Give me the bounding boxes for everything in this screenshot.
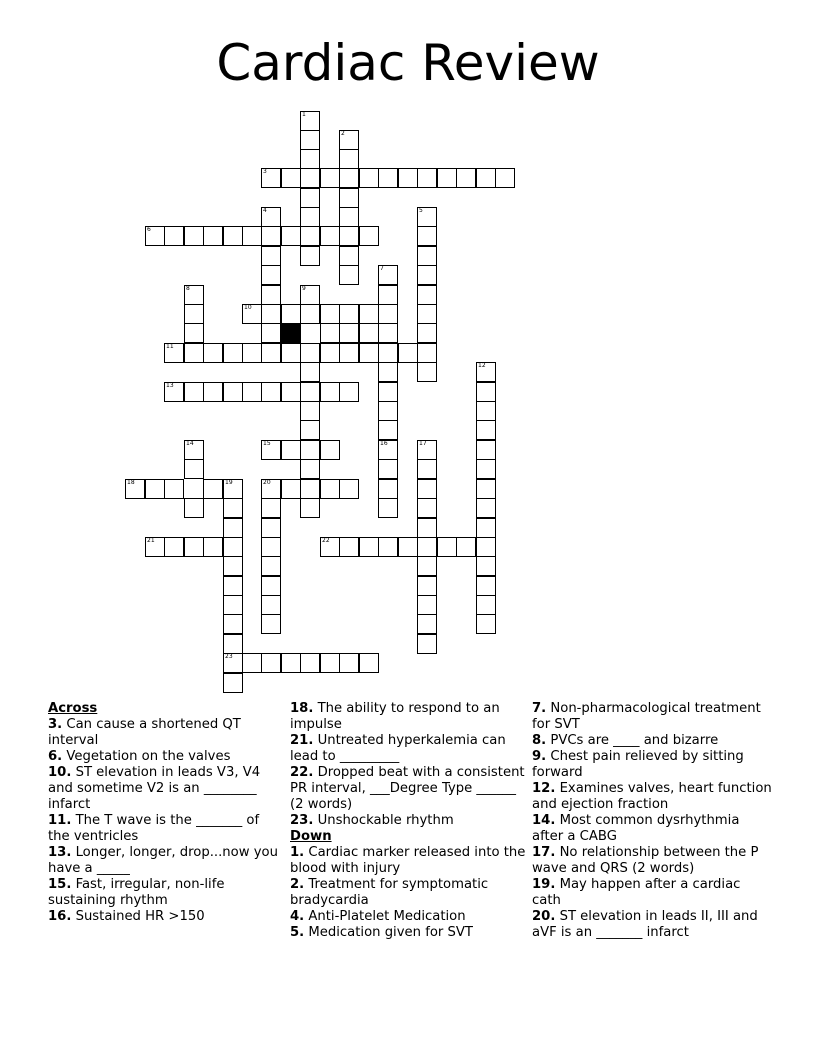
clues-column-2 (290, 701, 526, 941)
clue-number: 6 (147, 226, 151, 233)
grid-cell[interactable] (417, 226, 437, 246)
grid-cell[interactable] (378, 343, 398, 363)
grid-cell[interactable] (184, 459, 204, 479)
grid-cell[interactable] (417, 323, 437, 343)
across-heading: Across (48, 701, 98, 716)
clue-text: Longer, longer, drop...now you have a _____ (48, 845, 278, 876)
grid-cell[interactable] (339, 207, 359, 227)
grid-cell[interactable] (125, 479, 145, 499)
clue-text: ST elevation in leads V3, V4 and sometime V2 is an ________ infarct (48, 765, 261, 812)
grid-cell[interactable] (300, 226, 320, 246)
grid-cell[interactable] (320, 440, 340, 460)
grid-cell[interactable] (261, 595, 281, 615)
grid-cell[interactable] (300, 498, 320, 518)
grid-cell[interactable] (203, 343, 223, 363)
grid-cell[interactable] (300, 285, 320, 305)
grid-cell[interactable] (261, 343, 281, 363)
grid-cell[interactable] (339, 323, 359, 343)
grid-cell[interactable] (417, 498, 437, 518)
clue-number-label: 5. (290, 925, 305, 940)
grid-cell[interactable] (339, 479, 359, 499)
grid-cell[interactable] (300, 653, 320, 673)
grid-cell[interactable] (261, 382, 281, 402)
grid-cell[interactable] (261, 285, 281, 305)
clue-text: Treatment for symptomatic bradycardia (290, 877, 489, 908)
grid-cell[interactable] (223, 576, 243, 596)
grid-cell[interactable] (281, 653, 301, 673)
clue-number: 1 (302, 111, 306, 118)
clue-number: 2 (341, 130, 345, 137)
clue (290, 701, 526, 733)
grid-cell[interactable] (320, 323, 340, 343)
grid-cell[interactable] (223, 653, 243, 673)
clue-text: The T wave is the _______ of the ventricles (48, 813, 260, 844)
grid-cell[interactable] (378, 265, 398, 285)
shaded-cell (281, 323, 301, 343)
grid-cell[interactable] (223, 479, 243, 499)
clue (48, 877, 280, 909)
grid-cell[interactable] (339, 382, 359, 402)
grid-cell[interactable] (476, 518, 496, 538)
clue-number: 19 (225, 479, 233, 486)
grid-cell[interactable] (339, 265, 359, 285)
clue-number: 10 (244, 304, 252, 311)
clue-number: 14 (186, 440, 194, 447)
grid-cell[interactable] (261, 614, 281, 634)
grid-cell[interactable] (261, 537, 281, 557)
grid-cell[interactable] (378, 362, 398, 382)
grid-cell[interactable] (417, 285, 437, 305)
clue-number: 15 (263, 440, 271, 447)
clue (532, 845, 772, 877)
grid-cell[interactable] (223, 382, 243, 402)
grid-cell[interactable] (339, 304, 359, 324)
grid-cell[interactable] (320, 304, 340, 324)
across-clue-list-continued (290, 701, 526, 829)
grid-cell[interactable] (476, 614, 496, 634)
grid-cell[interactable] (378, 304, 398, 324)
clue-number-label: 21. (290, 733, 314, 748)
clue (48, 909, 280, 925)
grid-cell[interactable] (339, 343, 359, 363)
clue (290, 733, 526, 765)
clue (48, 813, 280, 845)
grid-cell[interactable] (261, 168, 281, 188)
grid-cell[interactable] (320, 343, 340, 363)
grid-cell[interactable] (378, 479, 398, 499)
grid-cell[interactable] (398, 343, 418, 363)
grid-cell[interactable] (242, 343, 262, 363)
grid-cell[interactable] (203, 537, 223, 557)
grid-cell[interactable] (417, 537, 437, 557)
clue-number-label: 9. (532, 749, 547, 764)
grid-cell[interactable] (300, 188, 320, 208)
grid-cell[interactable] (476, 576, 496, 596)
grid-cell[interactable] (261, 323, 281, 343)
grid-cell[interactable] (417, 440, 437, 460)
grid-cell[interactable] (378, 401, 398, 421)
grid-cell[interactable] (378, 498, 398, 518)
clue (532, 701, 772, 733)
grid-cell[interactable] (339, 168, 359, 188)
clues-column-1 (48, 701, 280, 925)
grid-cell[interactable] (359, 343, 379, 363)
grid-cell[interactable] (300, 130, 320, 150)
grid-cell[interactable] (476, 168, 496, 188)
grid-cell[interactable] (145, 537, 165, 557)
clue-number: 11 (166, 343, 174, 350)
clue-text: Unshockable rhythm (313, 813, 454, 828)
grid-cell[interactable] (300, 401, 320, 421)
grid-cell[interactable] (184, 498, 204, 518)
clue-number: 22 (322, 537, 330, 544)
grid-cell[interactable] (145, 226, 165, 246)
grid-cell[interactable] (339, 130, 359, 150)
grid-cell[interactable] (164, 226, 184, 246)
clue-number: 16 (380, 440, 388, 447)
grid-cell[interactable] (261, 479, 281, 499)
clue-number: 3 (263, 168, 267, 175)
grid-cell[interactable] (164, 537, 184, 557)
grid-cell[interactable] (223, 537, 243, 557)
across-clue-list (48, 717, 280, 925)
clue-number-label: 20. (532, 909, 556, 924)
grid-cell[interactable] (281, 343, 301, 363)
clue-number-label: 23. (290, 813, 314, 828)
clue (48, 845, 280, 877)
grid-cell[interactable] (184, 537, 204, 557)
clue-number-label: 15. (48, 877, 72, 892)
grid-cell[interactable] (320, 168, 340, 188)
grid-cell[interactable] (437, 168, 457, 188)
grid-cell[interactable] (476, 420, 496, 440)
clues-column-3 (532, 701, 772, 941)
grid-cell[interactable] (320, 653, 340, 673)
clue-number-label: 10. (48, 765, 72, 780)
grid-cell[interactable] (184, 285, 204, 305)
grid-cell[interactable] (456, 537, 476, 557)
clue-number: 9 (302, 285, 306, 292)
grid-cell[interactable] (164, 479, 184, 499)
grid-cell[interactable] (476, 479, 496, 499)
grid-cell[interactable] (456, 168, 476, 188)
grid-cell[interactable] (164, 343, 184, 363)
grid-cell[interactable] (417, 362, 437, 382)
grid-cell[interactable] (417, 595, 437, 615)
grid-cell[interactable] (320, 382, 340, 402)
grid-cell[interactable] (203, 382, 223, 402)
grid-cell[interactable] (184, 343, 204, 363)
grid-cell[interactable] (145, 479, 165, 499)
grid-cell[interactable] (281, 440, 301, 460)
grid-cell[interactable] (378, 420, 398, 440)
grid-cell[interactable] (281, 304, 301, 324)
grid-cell[interactable] (261, 304, 281, 324)
clue-number: 4 (263, 207, 267, 214)
grid-cell[interactable] (300, 343, 320, 363)
clue-text: Medication given for SVT (304, 925, 473, 940)
grid-cell[interactable] (417, 479, 437, 499)
clue (48, 749, 280, 765)
clue-text: Examines valves, heart function and ejection fraction (532, 781, 772, 812)
grid-cell[interactable] (261, 498, 281, 518)
clue-number: 21 (147, 537, 155, 544)
grid-cell[interactable] (261, 440, 281, 460)
clue-text: Chest pain relieved by sitting forward (532, 749, 744, 780)
grid-cell[interactable] (203, 479, 223, 499)
grid-cell[interactable] (398, 168, 418, 188)
grid-cell[interactable] (281, 168, 301, 188)
grid-cell[interactable] (300, 111, 320, 131)
clue-number-label: 8. (532, 733, 547, 748)
clue-number-label: 4. (290, 909, 305, 924)
grid-cell[interactable] (476, 595, 496, 615)
grid-cell[interactable] (223, 614, 243, 634)
grid-cell[interactable] (476, 440, 496, 460)
grid-cell[interactable] (223, 556, 243, 576)
grid-cell[interactable] (261, 246, 281, 266)
grid-cell[interactable] (184, 382, 204, 402)
clue-text: ST elevation in leads II, III and aVF is an _______ infarct (532, 909, 758, 940)
page-title: Cardiac Review (216, 34, 600, 92)
grid-cell[interactable] (281, 479, 301, 499)
grid-cell[interactable] (417, 265, 437, 285)
clue-text: Untreated hyperkalemia can lead to _________ (290, 733, 506, 764)
clue-text: No relationship between the P wave and QRS (2 words) (532, 845, 759, 876)
grid-cell[interactable] (359, 168, 379, 188)
grid-cell[interactable] (242, 226, 262, 246)
clue-text: Vegetation on the valves (62, 749, 231, 764)
clue (290, 909, 526, 925)
clue-number: 7 (380, 265, 384, 272)
clue (532, 813, 772, 845)
grid-cell[interactable] (184, 226, 204, 246)
clue (532, 733, 772, 749)
grid-cell[interactable] (261, 653, 281, 673)
grid-cell[interactable] (184, 304, 204, 324)
clue-text: The ability to respond to an impulse (290, 701, 500, 732)
clue-number-label: 14. (532, 813, 556, 828)
grid-cell[interactable] (261, 556, 281, 576)
grid-cell[interactable] (476, 362, 496, 382)
clue (290, 845, 526, 877)
grid-cell[interactable] (300, 246, 320, 266)
clue-number: 13 (166, 382, 174, 389)
grid-cell[interactable] (339, 149, 359, 169)
grid-cell[interactable] (261, 207, 281, 227)
clue-number: 20 (263, 479, 271, 486)
clue-number-label: 2. (290, 877, 305, 892)
grid-cell[interactable] (261, 226, 281, 246)
clue-number-label: 17. (532, 845, 556, 860)
grid-cell[interactable] (300, 479, 320, 499)
grid-cell[interactable] (164, 382, 184, 402)
clue-number-label: 1. (290, 845, 305, 860)
grid-cell[interactable] (476, 556, 496, 576)
grid-cell[interactable] (320, 537, 340, 557)
grid-cell[interactable] (281, 226, 301, 246)
clue-number-label: 22. (290, 765, 314, 780)
grid-cell[interactable] (300, 362, 320, 382)
grid-cell[interactable] (281, 382, 301, 402)
grid-cell[interactable] (300, 304, 320, 324)
grid-cell[interactable] (476, 382, 496, 402)
clue (290, 877, 526, 909)
clue (532, 749, 772, 781)
down-heading: Down (290, 829, 332, 844)
grid-cell[interactable] (378, 382, 398, 402)
clue-number-label: 12. (532, 781, 556, 796)
clue-text: Sustained HR >150 (71, 909, 205, 924)
clue-number-label: 19. (532, 877, 556, 892)
grid-cell[interactable] (242, 304, 262, 324)
grid-cell[interactable] (339, 226, 359, 246)
grid-cell[interactable] (378, 537, 398, 557)
grid-cell[interactable] (320, 226, 340, 246)
grid-cell[interactable] (242, 382, 262, 402)
grid-cell[interactable] (223, 673, 243, 693)
grid-cell[interactable] (300, 207, 320, 227)
grid-cell[interactable] (378, 285, 398, 305)
clue-text: PVCs are ____ and bizarre (546, 733, 719, 748)
grid-cell[interactable] (417, 556, 437, 576)
grid-cell[interactable] (359, 537, 379, 557)
grid-cell[interactable] (417, 576, 437, 596)
grid-cell[interactable] (417, 614, 437, 634)
grid-cell[interactable] (476, 459, 496, 479)
grid-cell[interactable] (339, 537, 359, 557)
grid-cell[interactable] (242, 653, 262, 673)
grid-cell[interactable] (359, 653, 379, 673)
clue-number: 23 (225, 653, 233, 660)
grid-cell[interactable] (339, 653, 359, 673)
grid-cell[interactable] (417, 343, 437, 363)
clue-text: Cardiac marker released into the blood with injury (290, 845, 526, 876)
clue (48, 765, 280, 813)
clue (48, 717, 280, 749)
grid-cell[interactable] (300, 420, 320, 440)
grid-cell[interactable] (417, 459, 437, 479)
grid-cell[interactable] (223, 226, 243, 246)
grid-cell[interactable] (378, 168, 398, 188)
clue-number-label: 18. (290, 701, 314, 716)
clue (532, 909, 772, 941)
grid-cell[interactable] (223, 518, 243, 538)
clue (290, 813, 526, 829)
grid-cell[interactable] (223, 595, 243, 615)
grid-cell[interactable] (476, 401, 496, 421)
clue-number: 12 (478, 362, 486, 369)
clue-text: Can cause a shortened QT interval (48, 717, 241, 748)
grid-cell[interactable] (300, 168, 320, 188)
clue (532, 781, 772, 813)
clue-number-label: 7. (532, 701, 547, 716)
grid-cell[interactable] (300, 149, 320, 169)
clue-number-label: 16. (48, 909, 72, 924)
grid-cell[interactable] (223, 498, 243, 518)
grid-cell[interactable] (398, 537, 418, 557)
clue-text: Fast, irregular, non-life sustaining rhythm (48, 877, 225, 908)
grid-cell[interactable] (300, 382, 320, 402)
grid-cell[interactable] (417, 246, 437, 266)
clue-number: 8 (186, 285, 190, 292)
down-clue-list-continued (532, 701, 772, 941)
clue-number-label: 6. (48, 749, 63, 764)
grid-cell[interactable] (320, 479, 340, 499)
clue-text: Non-pharmacological treatment for SVT (532, 701, 761, 732)
clue (290, 925, 526, 941)
grid-cell[interactable] (339, 246, 359, 266)
grid-cell[interactable] (417, 304, 437, 324)
grid-cell[interactable] (261, 518, 281, 538)
grid-cell[interactable] (223, 634, 243, 654)
clue-number-label: 13. (48, 845, 72, 860)
grid-cell[interactable] (339, 188, 359, 208)
grid-cell[interactable] (417, 518, 437, 538)
clue-text: Most common dysrhythmia after a CABG (532, 813, 740, 844)
grid-cell[interactable] (476, 537, 496, 557)
clue-text: May happen after a cardiac cath (532, 877, 741, 908)
grid-cell[interactable] (300, 459, 320, 479)
clue-number-label: 11. (48, 813, 72, 828)
clue-number-label: 3. (48, 717, 63, 732)
grid-cell[interactable] (184, 440, 204, 460)
clue-text: Anti-Platelet Medication (304, 909, 466, 924)
grid-cell[interactable] (184, 323, 204, 343)
grid-cell[interactable] (261, 265, 281, 285)
grid-cell[interactable] (417, 207, 437, 227)
grid-cell[interactable] (417, 634, 437, 654)
grid-cell[interactable] (261, 576, 281, 596)
grid-cell[interactable] (378, 440, 398, 460)
grid-cell[interactable] (203, 226, 223, 246)
clue-text: Dropped beat with a consistent PR interval, ___Degree Type ______ (2 words) (290, 765, 525, 812)
grid-cell[interactable] (495, 168, 515, 188)
clue (532, 877, 772, 909)
grid-cell[interactable] (359, 304, 379, 324)
clue-number: 5 (419, 207, 423, 214)
grid-cell[interactable] (417, 168, 437, 188)
grid-cell[interactable] (476, 498, 496, 518)
down-clue-list (290, 845, 526, 941)
grid-cell[interactable] (378, 323, 398, 343)
clue (290, 765, 526, 813)
grid-cell[interactable] (437, 537, 457, 557)
grid-cell[interactable] (378, 459, 398, 479)
clue-number: 18 (127, 479, 135, 486)
grid-cell[interactable] (359, 323, 379, 343)
grid-cell[interactable] (359, 226, 379, 246)
grid-cell[interactable] (300, 440, 320, 460)
grid-cell[interactable] (223, 343, 243, 363)
clue-number: 17 (419, 440, 427, 447)
